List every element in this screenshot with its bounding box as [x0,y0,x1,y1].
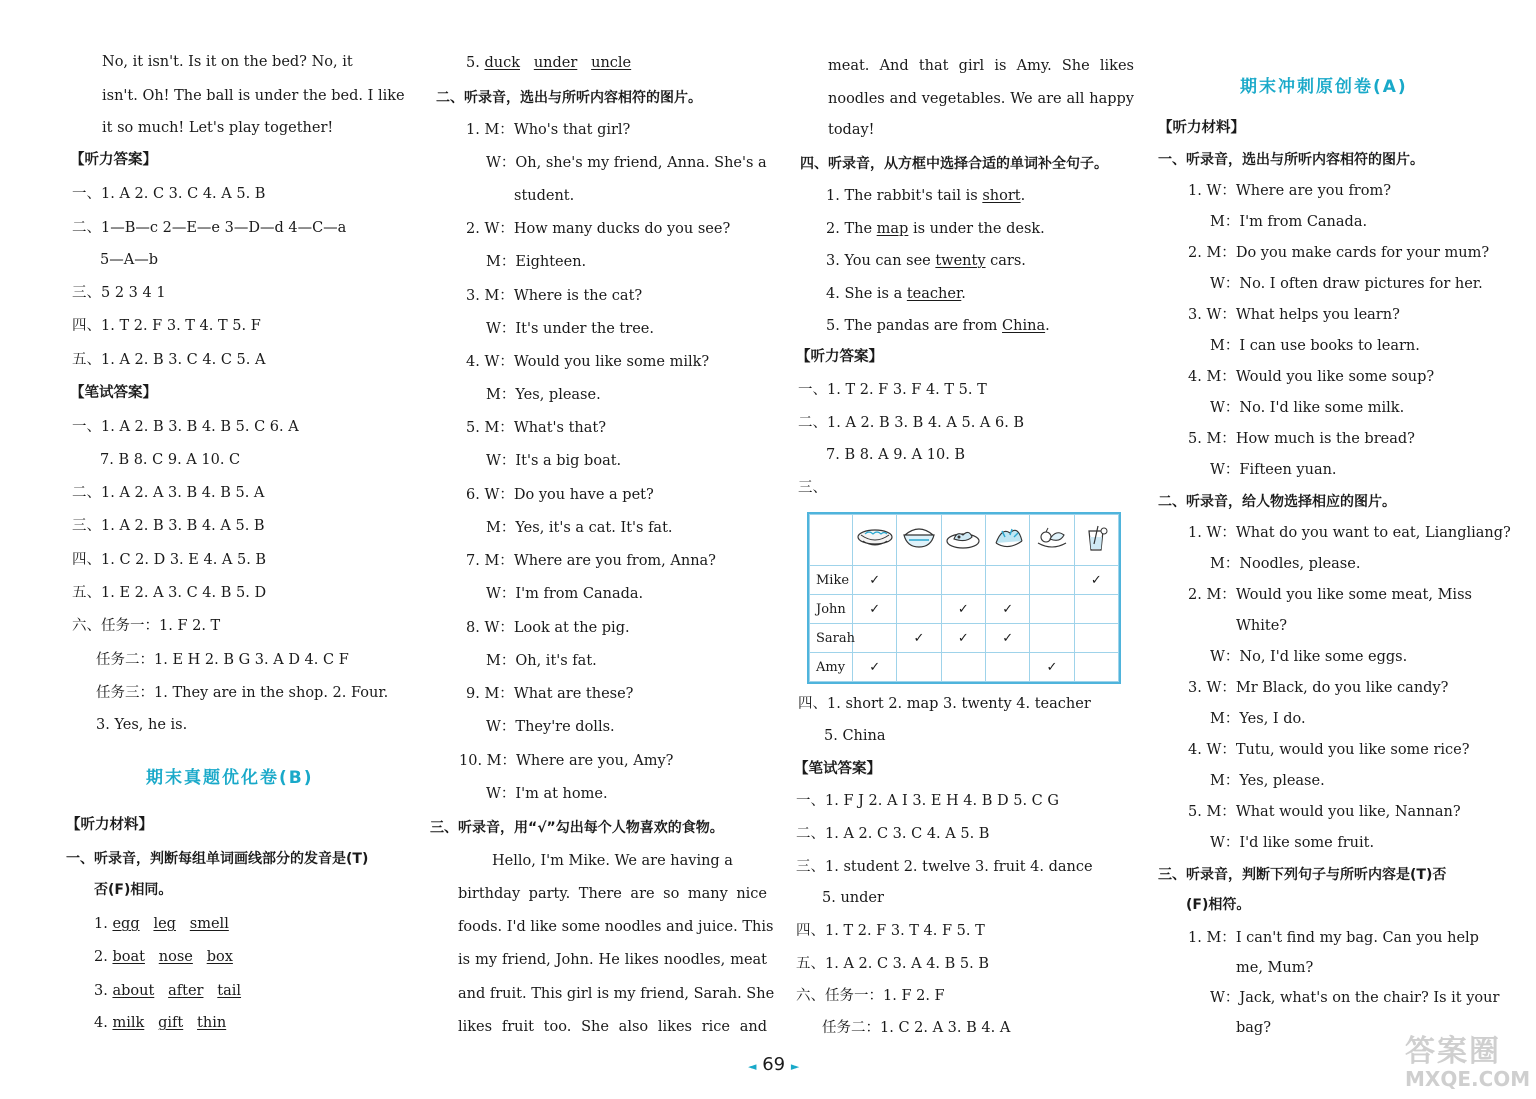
text-line: isn't. Oh! The ball is under the bed. I like [102,88,405,104]
check-cell [941,653,985,682]
dialogue-line: White? [1236,618,1288,634]
answer-line: 四、1. T 2. F 3. T 4. F 5. T [796,923,985,939]
question-heading: 四、听录音，从方框中选择合适的单词补全句子。 [800,156,1108,172]
food-meat-icon [941,515,985,566]
answer-line: 7. B 8. C 9. A 10. C [100,452,241,468]
question-heading: 三、听录音，用“√”勾出每个人物喜欢的食物。 [430,820,724,836]
question-heading: 二、听录音，给人物选择相应的图片。 [1158,494,1396,510]
passage-line: Hello, I'm Mike. We are having a [492,853,733,869]
dialogue-line: W：Jack, what's on the chair? Is it your [1210,990,1500,1006]
dialogue-line: 9. M：What are these? [466,686,634,702]
sentence-line: 2. The map is under the desk. [826,221,1045,237]
check-cell [1074,595,1118,624]
answer-line: 一、1. T 2. F 3. F 4. T 5. T [798,382,987,398]
check-cell [897,566,941,595]
sentence-line: 4. She is a teacher. [826,286,966,302]
question-heading: 一、听录音，判断每组单词画线部分的发音是(T) [66,851,369,867]
section-label: 【听力答案】 [796,349,883,365]
word-group: 3. about after tail [94,983,242,999]
dialogue-line: M：Yes, please. [1210,773,1325,789]
row-name: Sarah [810,624,853,653]
question-heading: (F)相符。 [1186,897,1251,913]
answer-line: 三、1. A 2. B 3. B 4. A 5. B [72,518,265,534]
check-mark-icon: ✓ [957,601,969,617]
check-cell [941,595,985,624]
row-name: Mike [810,566,853,595]
dialogue-line: W：I'm at home. [486,786,608,802]
sentence-line: 3. You can see twenty cars. [826,253,1026,269]
food-noodles-icon [853,515,897,566]
passage-line: noodles and vegetables. We are all happy [828,91,1134,107]
answer-line: 二、1. A 2. B 3. B 4. A 5. A 6. B [798,415,1025,431]
dialogue-line: W：It's a big boat. [486,453,622,469]
prev-arrow-icon: ◄ [748,1060,757,1073]
answer-line: 二、1. A 2. A 3. B 4. B 5. A [72,485,265,501]
check-cell [941,566,985,595]
dialogue-line: 3. M：Where is the cat? [466,288,643,304]
corner-cell [810,515,853,566]
check-mark-icon: ✓ [869,572,881,588]
food-header-row [810,515,1119,566]
row-name: John [810,595,853,624]
check-cell [1030,653,1074,682]
answer-line: 任务二：1. E H 2. B G 3. A D 4. C F [96,652,349,668]
check-cell [1074,566,1118,595]
check-cell [853,653,897,682]
answer-line: 三、 [798,480,827,496]
passage-line: birthday party. There are so many nice [458,886,767,902]
food-juice-icon [1074,515,1118,566]
sentence-line: 1. The rabbit's tail is short. [826,188,1026,204]
dialogue-line: M：Eighteen. [486,254,587,270]
answer-line: 五、1. A 2. B 3. C 4. C 5. A [72,352,266,368]
answer-line: 三、5 2 3 4 1 [72,285,166,301]
watermark-logo: 答案圈 [1405,1034,1501,1069]
word-group: 2. boat nose box [94,949,233,965]
dialogue-line: M：Yes, I do. [1210,711,1306,727]
dialogue-line: 2. W：How many ducks do you see? [466,221,731,237]
dialogue-line: 8. W：Look at the pig. [466,620,630,636]
table-row [810,653,1119,682]
check-cell [853,595,897,624]
dialogue-line: 2. M：Do you make cards for your mum? [1188,245,1490,261]
check-cell [1030,595,1074,624]
dialogue-line: W：Fifteen yuan. [1210,462,1337,478]
dialogue-line: M：Yes, it's a cat. It's fat. [486,520,673,536]
check-cell [985,653,1029,682]
food-table-grid [809,514,1119,682]
answer-line: 一、1. A 2. C 3. C 4. A 5. B [72,186,266,202]
dialogue-line: 1. M：I can't find my bag. Can you help [1188,930,1479,946]
passage-line: today! [828,122,875,138]
dialogue-line: M：Yes, please. [486,387,601,403]
answer-line: 任务三：1. They are in the shop. 2. Four. [96,685,389,701]
answer-line: 六、任务一：1. F 2. F [796,988,945,1004]
watermark-text: MXQE.COM [1405,1067,1531,1091]
dialogue-line: 1. W：Where are you from? [1188,183,1391,199]
dialogue-line: 5. M：What's that? [466,420,606,436]
word-group: 4. milk gift thin [94,1015,227,1031]
check-cell [1074,624,1118,653]
check-mark-icon: ✓ [869,601,881,617]
check-mark-icon: ✓ [1002,630,1014,646]
dialogue-line: 5. M：What would you like, Nannan? [1188,804,1461,820]
passage-line: likes fruit too. She also likes rice and [458,1019,767,1035]
dialogue-line: 1. W：What do you want to eat, Liangliang? [1188,525,1511,541]
answer-line: 三、1. student 2. twelve 3. fruit 4. dance [796,859,1093,875]
table-row [810,624,1119,653]
question-heading: 否(F)相同。 [94,882,173,898]
check-cell [897,653,941,682]
answer-line: 5. under [822,890,884,906]
food-rice-icon [897,515,941,566]
check-cell [897,624,941,653]
dialogue-line: W：I'd like some fruit. [1210,835,1375,851]
dialogue-line: 5. M：How much is the bread? [1188,431,1415,447]
food-vegetables-icon [985,515,1029,566]
page-number-text: 69 [762,1054,786,1075]
answer-line: 3. Yes, he is. [96,717,188,733]
dialogue-line: student. [514,188,575,204]
check-cell [985,595,1029,624]
answer-line: 一、1. A 2. B 3. B 4. B 5. C 6. A [72,419,299,435]
check-cell [985,566,1029,595]
answer-line: 五、1. E 2. A 3. C 4. B 5. D [72,585,267,601]
section-label: 【听力答案】 [70,152,157,168]
check-cell [985,624,1029,653]
answer-line: 五、1. A 2. C 3. A 4. B 5. B [796,956,990,972]
answer-line: 5. China [824,728,886,744]
dialogue-line: W：They're dolls. [486,719,615,735]
section-label: 【听力材料】 [66,817,153,833]
question-heading: 二、听录音，选出与所听内容相符的图片。 [436,90,702,106]
answer-line: 一、1. F J 2. A I 3. E H 4. B D 5. C G [796,793,1059,809]
answer-line: 二、1. A 2. C 3. C 4. A 5. B [796,826,990,842]
check-cell [853,624,897,653]
page-number [748,1054,799,1075]
dialogue-line: W：It's under the tree. [486,321,654,337]
dialogue-line: 4. W：Tutu, would you like some rice? [1188,742,1470,758]
check-cell [1030,624,1074,653]
passage-line: is my friend, John. He likes noodles, meat [458,952,767,968]
dialogue-line: 4. M：Would you like some soup? [1188,369,1435,385]
dialogue-line: 2. M：Would you like some meat, Miss [1188,587,1472,603]
dialogue-line: W：Oh, she's my friend, Anna. She's a [486,155,767,171]
dialogue-line: M：Oh, it's fat. [486,653,597,669]
check-cell [941,624,985,653]
dialogue-line: bag? [1236,1020,1271,1036]
answer-line: 四、1. C 2. D 3. E 4. A 5. B [72,552,267,568]
sentence-line: 5. The pandas are from China. [826,318,1050,334]
dialogue-line: M：Noodles, please. [1210,556,1361,572]
answer-line: 任务二：1. C 2. A 3. B 4. A [822,1020,1011,1036]
dialogue-line: 10. M：Where are you, Amy? [459,753,674,769]
passage-line: foods. I'd like some noodles and juice. This [458,919,774,935]
text-line: it so much! Let's play together! [102,120,334,136]
answer-line: 六、任务一：1. F 2. T [72,618,221,634]
next-arrow-icon: ► [790,1060,800,1073]
answer-line: 5—A—b [100,252,158,268]
dialogue-line: W：No, I'd like some eggs. [1210,649,1408,665]
check-cell [1074,653,1118,682]
check-mark-icon: ✓ [1002,601,1014,617]
check-mark-icon: ✓ [869,659,881,675]
food-table [807,512,1121,684]
answer-line: 7. B 8. A 9. A 10. B [826,447,966,463]
answer-line: 二、1—B—c 2—E—e 3—D—d 4—C—a [72,220,347,236]
dialogue-line: 4. W：Would you like some milk? [466,354,710,370]
answer-line: 四、1. T 2. F 3. T 4. T 5. F [72,318,261,334]
section-label: 【听力材料】 [1158,120,1245,136]
dialogue-line: 1. M：Who's that girl? [466,122,631,138]
check-mark-icon: ✓ [1090,572,1102,588]
dialogue-line: me, Mum? [1236,960,1314,976]
paper-title-a: 期末冲刺原创卷(A) [1240,77,1408,97]
dialogue-line: M：I'm from Canada. [1210,214,1368,230]
dialogue-line: W：No. I'd like some milk. [1210,400,1405,416]
check-cell [1030,566,1074,595]
text-line: No, it isn't. Is it on the bed? No, it [102,54,353,70]
answer-line: 四、1. short 2. map 3. twenty 4. teacher [798,696,1091,712]
row-name: Amy [810,653,853,682]
table-row [810,595,1119,624]
section-label: 【笔试答案】 [70,385,157,401]
dialogue-line: 7. M：Where are you from, Anna? [466,553,716,569]
check-mark-icon: ✓ [1046,659,1058,675]
word-group: 1. egg leg smell [94,916,229,932]
table-row [810,566,1119,595]
paper-title-b: 期末真题优化卷(B) [146,768,314,788]
dialogue-line: 6. W：Do you have a pet? [466,487,654,503]
passage-line: meat. And that girl is Amy. She likes [828,58,1134,74]
section-label: 【笔试答案】 [794,761,881,777]
check-mark-icon: ✓ [957,630,969,646]
question-heading: 三、听录音，判断下列句子与所听内容是(T)否 [1158,867,1447,883]
dialogue-line: 3. W：What helps you learn? [1188,307,1400,323]
check-mark-icon: ✓ [913,630,925,646]
check-cell [853,566,897,595]
dialogue-line: W：No. I often draw pictures for her. [1210,276,1483,292]
dialogue-line: M：I can use books to learn. [1210,338,1420,354]
question-heading: 一、听录音，选出与所听内容相符的图片。 [1158,152,1424,168]
watermark [1405,1036,1530,1090]
dialogue-line: 3. W：Mr Black, do you like candy? [1188,680,1449,696]
passage-line: and fruit. This girl is my friend, Sarah. She [458,986,775,1002]
word-group: 5. duck under uncle [466,55,632,71]
food-fruit-icon [1030,515,1074,566]
dialogue-line: W：I'm from Canada. [486,586,644,602]
check-cell [897,595,941,624]
